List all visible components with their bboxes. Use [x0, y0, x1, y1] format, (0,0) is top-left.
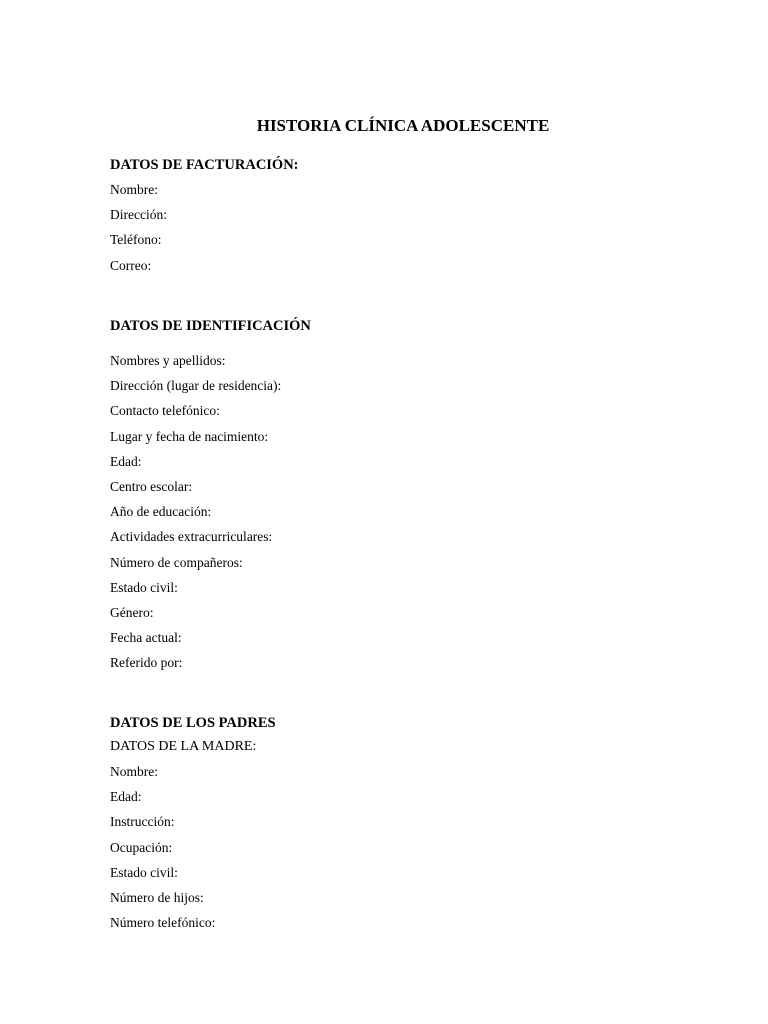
- mother-field-education: Instrucción:: [110, 814, 175, 830]
- mother-field-marital-status: Estado civil:: [110, 864, 178, 880]
- identification-field-marital-status: Estado civil:: [110, 579, 178, 595]
- mother-field-phone-number: Número telefónico:: [110, 915, 216, 931]
- parents-heading: DATOS DE LOS PADRES: [110, 715, 276, 731]
- mother-field-occupation: Ocupación:: [110, 839, 173, 855]
- billing-field-phone: Teléfono:: [110, 232, 162, 248]
- identification-heading: DATOS DE IDENTIFICACIÓN: [110, 318, 311, 334]
- billing-field-address: Dirección:: [110, 207, 167, 223]
- billing-field-name: Nombre:: [110, 182, 158, 197]
- mother-heading: DATOS DE LA MADRE:: [110, 739, 257, 754]
- billing-section: [110, 155, 728, 281]
- mother-field-age: Edad:: [110, 789, 142, 805]
- identification-field-school-year: Año de educación:: [110, 504, 212, 520]
- identification-field-age: Edad:: [110, 453, 142, 469]
- identification-field-school: Centro escolar:: [110, 478, 193, 494]
- mother-field-name: Nombre:: [110, 764, 158, 779]
- identification-section: [110, 316, 728, 678]
- billing-heading: DATOS DE FACTURACIÓN:: [110, 157, 299, 173]
- identification-field-birth-place-date: Lugar y fecha de nacimiento:: [110, 428, 269, 444]
- identification-field-residence: Dirección (lugar de residencia):: [110, 378, 282, 394]
- identification-field-full-name: Nombres y apellidos:: [110, 353, 226, 368]
- identification-field-current-date: Fecha actual:: [110, 630, 182, 646]
- mother-field-children-count: Número de hijos:: [110, 889, 204, 905]
- identification-field-phone-contact: Contacto telefónico:: [110, 403, 220, 419]
- identification-field-classmates: Número de compañeros:: [110, 554, 243, 570]
- billing-field-email: Correo:: [110, 257, 152, 273]
- identification-field-referred-by: Referido por:: [110, 655, 183, 671]
- parents-section: [110, 713, 728, 938]
- document-title: HISTORIA CLÍNICA ADOLESCENTE: [256, 116, 550, 135]
- identification-field-gender: Género:: [110, 604, 154, 620]
- identification-field-extracurricular: Actividades extracurriculares:: [110, 529, 273, 545]
